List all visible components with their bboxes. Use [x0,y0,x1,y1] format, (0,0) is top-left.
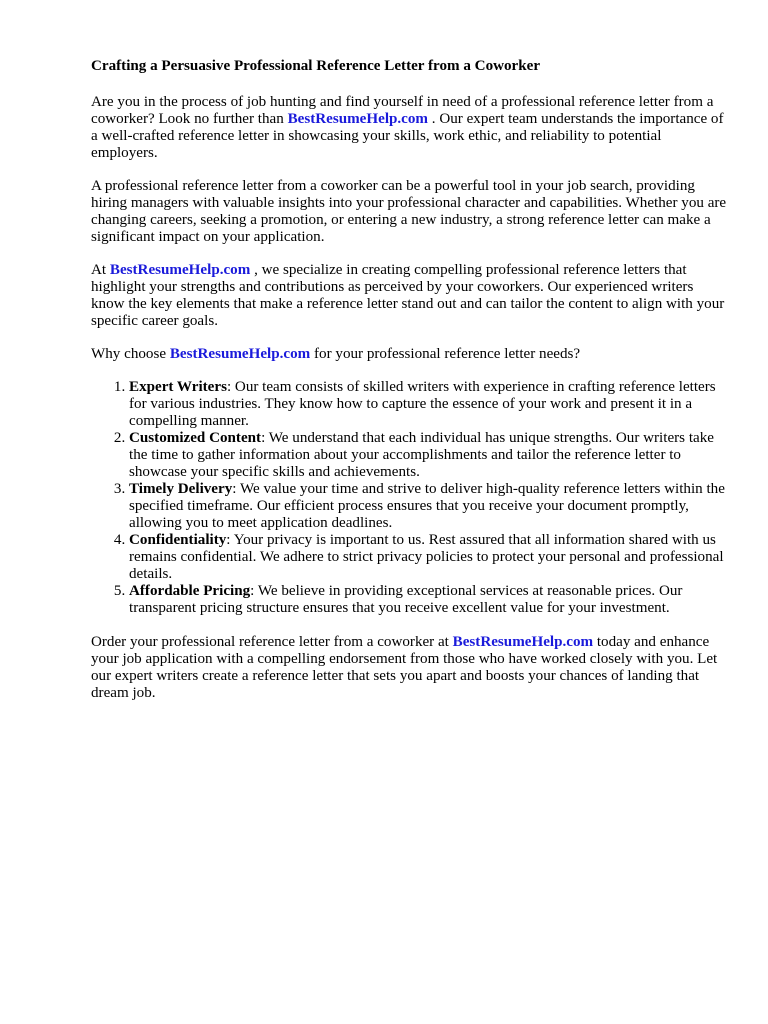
specialize-text-before: At [91,262,110,278]
specialize-bestresumehelp-link[interactable]: BestResumeHelp.com [109,262,251,278]
feature-text: : We believe in providing exceptional services at reasonable prices. Our transparent pricing structure ensures that you receive excellent value for your investment. [129,583,683,616]
feature-text: : We understand that each individual has unique strengths. Our writers take the time to gather information about your accomplishments and tailor the reference letter to showcase your specific skills and achievements. [129,430,714,480]
closing-text-after: today and enhance your job application with a compelling endorsement from those who have worked closely with you. Let our expert writers create a reference letter that sets you apart and boosts your chances of landing that dream job. [91,634,718,701]
intro-bestresumehelp-link[interactable]: BestResumeHelp.com [287,111,429,127]
closing-text-before: Order your professional reference letter from a coworker at [91,634,453,650]
list-item [129,583,728,617]
specialize-text-after: , we specialize in creating compelling professional reference letters that highlight your strengths and contributions as perceived by your coworkers. Our experienced writers know the key elements that make a reference letter stand out and can tailor the content to align with your specific career goals. [91,262,725,329]
feature-name: Confidentiality [129,532,227,548]
list-item [129,430,728,481]
why-bestresumehelp-link[interactable]: BestResumeHelp.com [169,346,311,362]
feature-text: : We value your time and strive to deliver high-quality reference letters within the specified timeframe. Our efficient process ensures that you receive your document promptly, allowing you to meet application deadlines. [129,481,725,531]
intro-paragraph [91,94,728,162]
feature-name: Timely Delivery [129,481,233,497]
benefits-paragraph: A professional reference letter from a coworker can be a powerful tool in your job search, providing hiring managers with valuable insights into your professional character and capabilities. Whether you are changing careers, seeking a promotion, or entering a new industry, a strong reference letter can make a significant impact on your application. [91,178,727,245]
list-item [129,379,728,430]
feature-name: Customized Content [129,430,262,446]
specialize-paragraph [91,262,728,330]
why-text-after: for your professional reference letter needs? [310,346,581,362]
closing-bestresumehelp-link[interactable]: BestResumeHelp.com [452,634,594,650]
feature-name: Affordable Pricing [129,583,251,599]
feature-text: : Your privacy is important to us. Rest assured that all information shared with us remains confidential. We adhere to strict privacy policies to protect your personal and professional details. [129,532,724,582]
intro-text-after: . Our expert team understands the importance of a well-crafted reference letter in showcasing your skills, work ethic, and reliability to potential employers. [91,111,724,161]
list-item [129,481,728,532]
features-list [91,379,728,617]
why-choose-paragraph [91,346,728,363]
feature-name: Expert Writers [129,379,227,395]
list-item [129,532,728,583]
why-text-before: Why choose [91,346,170,362]
closing-paragraph [91,634,728,702]
document-title: Crafting a Persuasive Professional Reference Letter from a Coworker [91,58,541,74]
feature-text: : Our team consists of skilled writers with experience in crafting reference letters for various industries. They know how to capture the essence of your work and present it in a compelling manner. [129,379,716,429]
intro-text-before: Are you in the process of job hunting and find yourself in need of a professional reference letter from a coworker? Look no further than [91,94,714,127]
